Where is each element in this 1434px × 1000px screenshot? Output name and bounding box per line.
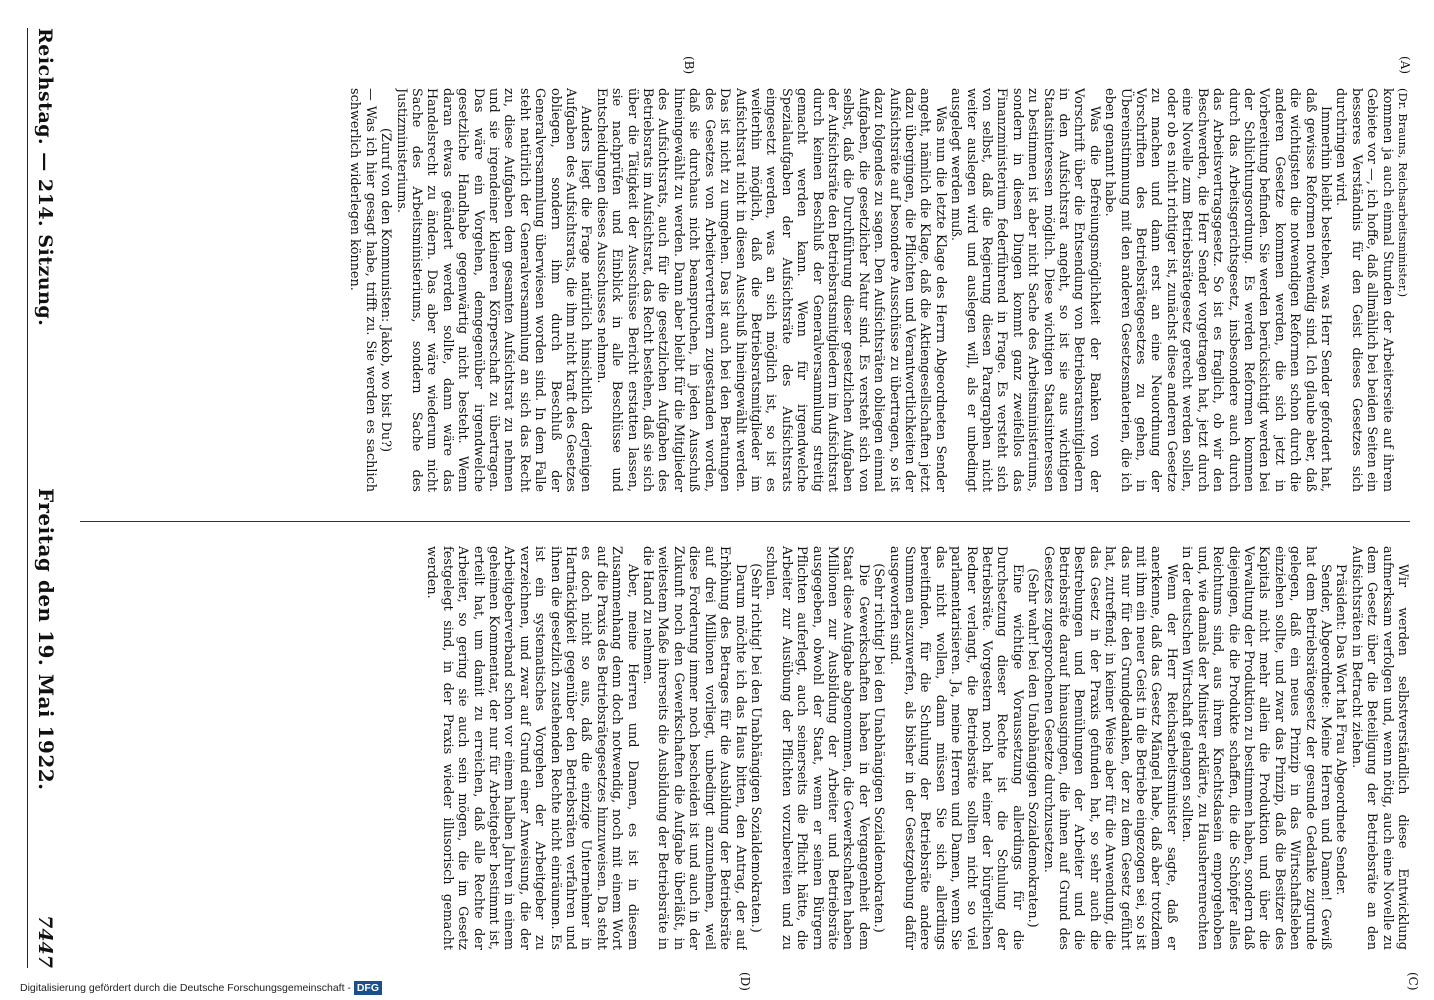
interjection: (Zuruf von den Kommunisten: Jakob, wo bist Du?) xyxy=(378,128,394,452)
paragraph: Wenn der Herr Reichsarbeitsminister sagte, daß er anerkenne, daß das Gesetz Mängel habe, daß aber trotzdem mit ihm ein neuer Geist in die Betriebe eingezogen sei, so ist das nur für den Grundgedanken, der zu dem Gesetz geführt hat, zutreffend; in keiner Weise aber für die Anwendung, die das Gesetz in der Praxis gefunden hat, so sehr auch die Bestrebungen und Bemühungen der Arbeiter und die Betriebsräte darauf hinausgingen, die ihnen auf Grund des Gesetzes zugesprochenen Gesetze durchzusetzen. xyxy=(1040,546,1179,950)
dfg-logo: DFG xyxy=(354,981,382,995)
margin-marker-b: (B) xyxy=(682,56,696,75)
paragraph: — Was ich hier gesagt habe, trifft zu. Sie werden es sachlich schwerlich widerlegen können. xyxy=(347,88,378,492)
margin-marker-c: (C) xyxy=(1406,972,1420,991)
right-column xyxy=(88,546,1410,950)
applause: (Sehr richtig! bei den Unabhängigen Sozialdemokraten.) xyxy=(871,563,887,933)
applause: (Sehr wahr! bei den Unabhängigen Sozialdemokraten.) xyxy=(1025,568,1041,928)
paragraph: Was die Befreiungsmöglichkeit der Banken von der Vorschrift über die Entsendung von Betriebsratsmitgliedern in den Aufsichtsrat angeht, so ist sie aus wichtigen Staatsinteressen möglich. Diese wichtigen Staatsinteressen zu bestimmen ist aber nicht Sache des Arbeitsministeriums, sondern in diesen Dingen kommt ganz zweifellos das Finanzministerium federführend in Frage. Es versteht sich von selbst, daß die Regierung diesen Paragraphen nicht weiter auslegen wird und auslegen will, als er unbedingt ausgelegt werden muß. xyxy=(948,88,1102,492)
left-column xyxy=(88,88,1410,492)
speaker-line: (Dr. Brauns, Reichsarbeitsminister.) xyxy=(1396,88,1410,298)
paragraph: Anders liegt die Frage natürlich hinsichtlich derjenigen Aufgaben des Aufsichtsrats, die ihm nicht kraft des Gesetzes obliegen, sondern ihm durch Beschluß der Generalversammlung überwiesen worden sind. In dem Falle steht natürlich der Generalversammlung an sich das Recht zu, diese Aufgaben dem gesamten Aufsichtsrat zu nehmen und sie irgendeiner kleineren Körperschaft zu übertragen. Das wäre ein Vorgehen, demgegenüber irgendwelche gesetzliche Handhabe gegenwärtig nicht besteht. Wenn daran etwas geändert werden sollte, dann wäre das Handelsrecht zu ändern. Das aber wäre wiederum nicht Sache des Arbeitsministeriums, sondern Sache des Justizministeriums. xyxy=(393,88,594,492)
paragraph: Immerhin bleibt bestehen, was Herr Sender gefordert hat, daß gewisse Reformen notwendig sind. Ich glaube aber, daß die wichtigsten die notwendigen Reformen schon durch die anderen Gesetze kommen werden, die sich jetzt in Vorbereitung befinden. Sie werden berücksichtigt werden bei der Schlichtungsordnung. Es werden Reformen kommen durch das Arbeitsgerichtsgesetz, insbesondere auch durch das Arbeitsvertragsgesetz. So ist es fraglich, ob wir den Beschwerden, die Herr Sender vorgetragen hat, jetzt durch eine Novelle zum Betriebsrätegesetz gerecht werden sollen, oder ob es nicht richtiger ist, zunächst diese anderen Gesetze zu machen und dann erst an eine Neuordnung der Vorschriften des Betriebsrätegesetzes zu gehen, in Übereinstimmung mit den anderen Gesetzesmaterien, die ich eben genannt habe. xyxy=(1102,88,1333,492)
credit-text: Digitalisierung gefördert durch die Deutsche Forschungsgemeinschaft - xyxy=(20,982,351,994)
page-number: 7447 xyxy=(34,915,56,968)
applause: (Sehr richtig! bei den Unabhängigen Sozialdemokraten.) xyxy=(747,563,763,933)
paragraph: Sender, Abgeordnete: Meine Herren und Damen! Gewiß hat dem Betriebsrätegesetz der gesunde Gedanke zugrunde gelegen, daß ein neues Prinzip in das Wirtschaftsleben einziehen sollte, und zwar das Prinzip, daß die Besitzer des Kapitals nicht mehr allein die Produktion und über die Verwaltung der Produktion zu bestimmen haben, sondern daß diejenigen, die die Produkte schaffen, die die Schöpfer alles Reichtums sind, aus ihrem Knechtsdasein emporgehoben und, wie damals der Minister erklärte, zu Hausherrenrechten in der deutschen Wirtschaft gelangen sollten. xyxy=(1179,546,1333,950)
page-header xyxy=(27,28,72,968)
paragraph: Darum möchte ich das Haus bitten, den Antrag, der auf Erhöhung des Betrages für die Ausbildung der Betriebsräte auf drei Millionen vorliegt, unbedingt anzunehmen, weil diese Forderung immer noch bescheiden ist und auch in der Zukunft noch den Gewerkschaften die Aufgabe überläßt, in weitestem Maße ihrerseits die Ausbildung der Betriebsräte in die Hand zu nehmen. xyxy=(640,546,748,950)
margin-marker-a: (A) xyxy=(1398,56,1412,75)
paragraph: Aber, meine Herren und Damen, es ist in diesem Zusammenhang denn doch notwendig, noch mit einem Wort auf die Praxis des Betriebsrätegesetzes hinzuweisen. Da steht es doch nicht so aus, daß die einzige Unternehmer in Hartnäckigkeit gegenüber den Betriebsräten verfahren und ihnen die gesetzlich zustehenden Rechte nicht einräumen. Es ist ein systematisches Vorgehen der Arbeitgeber zu verzeichnen, und zwar auf Grund einer Anweisung, die der Arbeitgeberverband schon vor einem halben Jahren in einem geheimen Kommentar, der nur für Arbeitgeber bestimmt ist, erteilt hat, um damit zu erreichen, daß alle Rechte der Arbeiter, so gering sie auch sein mögen, die im Gesetz festgelegt sind, in der Praxis wieder illusorisch gemacht werden. xyxy=(424,546,640,950)
paragraph: Eine wichtige Voraussetzung allerdings für die Durchsetzung dieser Rechte ist die Schulung der Betriebsräte. Vorgestern noch hat einer der bürgerlichen Redner verlangt, die Betriebsräte sollten nicht so viel parlamentarisieren. Ja, meine Herren und Damen, wenn Sie das nicht wollen, dann müssen Sie sich allerdings bereitfinden, für die Schulung der Betriebsräte andere Summen auszuwerfen, als bisher in der Gesetzgebung dafür ausgeworfen sind. xyxy=(886,546,1025,950)
paragraph: kommen ja auch einmal Stunden der Arbeiterseite auf ihrem Gebiete vor —, ich hoffe, daß allmählich bei beiden Seiten ein besseres Verständnis für den Geist dieses Gesetzes sich durchringen wird. xyxy=(1333,88,1395,492)
header-session: Reichstag. — 214. Sitzung. xyxy=(34,28,56,327)
margin-marker-d: (D) xyxy=(738,972,752,991)
paragraph: Wir werden selbstverständlich diese Entwicklung aufmerksam verfolgen und, wenn nötig, auch eine Novelle zu dem Gesetz über die Beteiligung der Betriebsräte an den Aufsichtsräten in Betracht ziehen. xyxy=(1348,546,1410,950)
digitization-credit xyxy=(12,978,1426,998)
paragraph: Was nun die letzte Klage des Herrn Abgeordneten Sender angeht, nämlich die Klage, daß die Aktiengesellschaften jetzt dazu übergingen, die Pflichten und Verantwortlichkeiten der Aufsichtsräte auf besondere Ausschüsse zu übertragen, so ist dazu folgendes zu sagen. Den Aufsichtsräten obliegen einmal Aufgaben, die gesetzlicher Natur sind. Es versteht sich von selbst, daß die Durchführung dieser gesetzlichen Aufgaben der Aufsichtsräte den Betriebsratsmitgliedern im Aufsichtsrat durch keinen Beschluß der Generalversammlung streitig gemacht werden kann. Wenn für irgendwelche Spezialaufgaben der Aufsichtsräte des Aufsichtsrats eingesetzt werden, was an sich möglich ist, so ist es weiterhin möglich, daß die Betriebsratsmitglieder im Aufsichtsrat nicht in diesen Ausschuß hineingewählt werden. Das ist nicht zu umgehen. Das ist auch bei den Beratungen des Gesetzes von Arbeitervertretern zugestanden worden, daß sie durchaus nicht beanspruchen, in jeden Ausschuß hineingewählt zu werden. Dann aber bleibt für die Mitglieder des Aufsichtsrats, auch für die gesetzlichen Aufgaben des Betriebsrats im Aufsichtsrat, das Recht bestehen, daß sie sich über die Tätigkeit der Ausschüsse Bericht erstatten lassen, sie nachprüfen und Einblick in alle Beschlüsse und Entscheidungen dieses Ausschusses nehmen. xyxy=(593,88,948,492)
paragraph: Die Gewerkschaften haben in der Vergangenheit dem Staat diese Aufgabe abgenommen, die Gewerkschaften haben Millionen zur Ausbildung der Arbeiter und Betriebsräte ausgegeben, obwohl der Staat, wenn er seinen Bürgern Pflichten auferlegt, auch seinerseits die Pflicht hätte, die Arbeiter zur Ausübung der Pflichten vorzubereiten und zu schulen. xyxy=(763,546,871,950)
header-date: Freitag den 19. Mai 1922. xyxy=(34,488,58,791)
column-divider xyxy=(80,521,1410,522)
president-line: Präsident: Das Wort hat Frau Abgeordnete Sender. xyxy=(1333,564,1349,896)
